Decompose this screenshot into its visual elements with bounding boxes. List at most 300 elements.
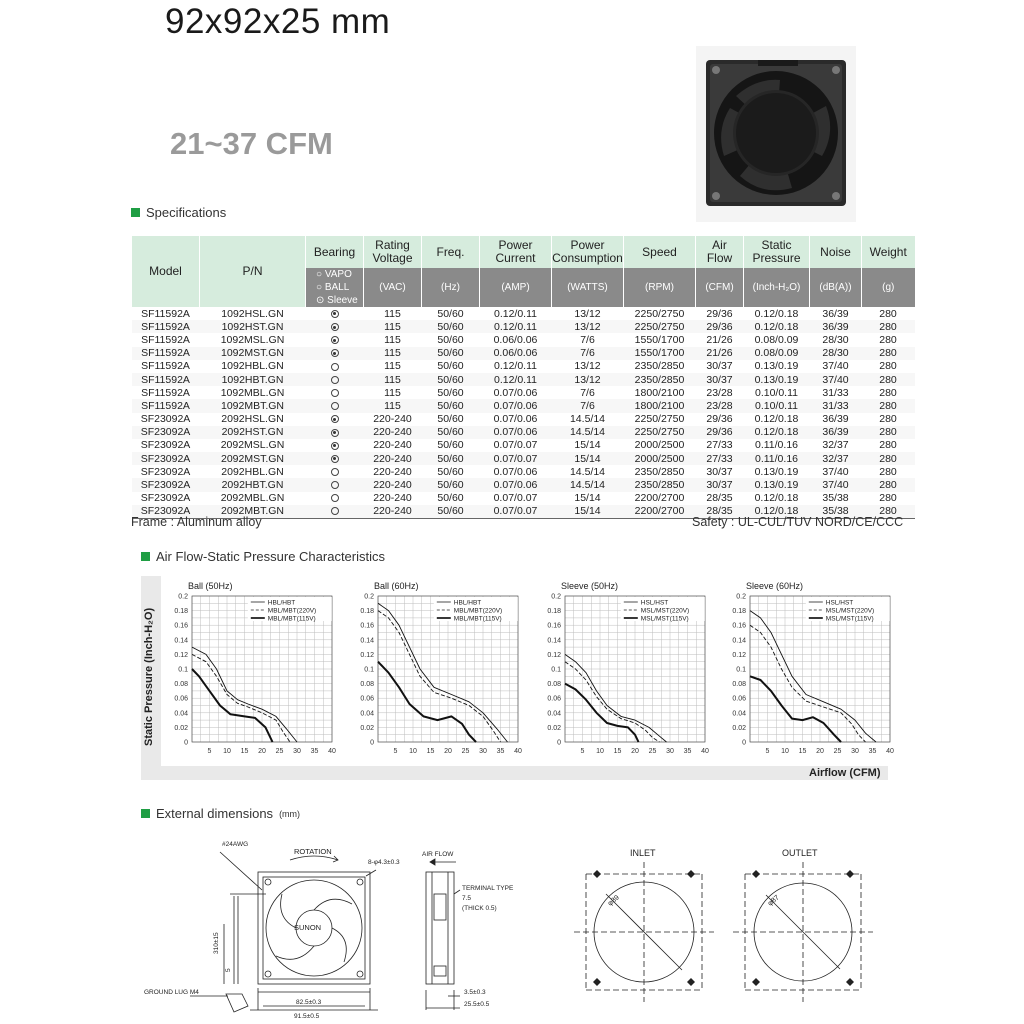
cell-weight: 280	[862, 452, 915, 465]
cell-freq: 50/60	[437, 333, 464, 346]
chart-legend	[806, 597, 890, 623]
cell-noise: 31/33	[810, 399, 862, 412]
cell-speed: 2350/2850	[624, 373, 696, 386]
cell-noise: 36/39	[822, 307, 849, 320]
header-pn: P/N	[200, 236, 306, 307]
x-tick-label: 15	[798, 748, 807, 755]
y-tick-label: 0.06	[174, 695, 188, 703]
lead-length: 310±15	[213, 932, 220, 954]
cell-pn: 2092MSL.GN	[220, 439, 285, 452]
cell-current: 0.06/0.06	[493, 333, 538, 346]
cell-power: 7/6	[580, 333, 595, 346]
cell-voltage: 220-240	[373, 465, 412, 478]
cell-airflow: 28/35	[696, 505, 744, 518]
unit-freq: (Hz)	[422, 268, 480, 307]
legend-label: HBL/HBT	[453, 599, 482, 607]
cell-pressure: 0.10/0.11	[754, 386, 798, 399]
cell-freq: 50/60	[422, 347, 480, 360]
y-tick-label: 0.02	[547, 724, 561, 732]
cell-noise: 35/38	[822, 492, 849, 505]
header-weight: Weight	[862, 236, 915, 268]
cell-power: 13/12	[552, 373, 624, 386]
cell-freq: 50/60	[437, 413, 464, 426]
cell-airflow: 23/28	[696, 399, 744, 412]
cell-noise: 28/30	[810, 347, 862, 360]
cell-noise: 37/40	[810, 478, 862, 491]
bearing-cell	[306, 439, 364, 452]
y-tick-label: 0.2	[736, 593, 746, 601]
y-tick-label: 0.14	[547, 637, 561, 645]
terminal-size: 7.5	[462, 895, 472, 902]
x-tick-label: 30	[479, 748, 487, 755]
cell-pressure: 0.12/0.18	[754, 492, 799, 505]
cell-freq: 50/60	[437, 386, 464, 399]
cell-noise: 37/40	[822, 465, 849, 478]
cell-weight: 280	[879, 492, 897, 505]
cell-model: SF23092A	[140, 439, 191, 452]
cell-speed: 2000/2500	[634, 439, 685, 452]
cell-noise: 32/37	[822, 439, 849, 452]
y-tick-label: 0.12	[174, 651, 188, 659]
cell-pn: 1092HBL.GN	[221, 360, 284, 373]
cell-model: SF11592A	[132, 373, 200, 386]
green-square-icon	[141, 552, 150, 561]
y-tick-label: 0.2	[178, 593, 188, 601]
cell-speed: 1550/1700	[624, 347, 696, 360]
cell-pressure: 0.12/0.18	[754, 307, 799, 320]
cell-freq: 50/60	[422, 452, 480, 465]
ground-lug: GROUND LUG M4	[144, 989, 199, 996]
table-row	[132, 320, 915, 333]
cell-pn: 1092HBT.GN	[200, 373, 306, 386]
y-tick-label: 0.16	[547, 622, 561, 630]
dimensions-heading: External dimensions (mm)	[141, 806, 300, 821]
x-tick-label: 35	[683, 748, 692, 755]
cell-airflow: 27/33	[706, 439, 733, 452]
dimension-drawings	[130, 834, 900, 1024]
x-tick-label: 15	[613, 748, 622, 755]
legend-label: MSL/MST(220V)	[640, 607, 690, 615]
x-tick-label: 30	[293, 748, 301, 755]
cell-current: 0.07/0.06	[480, 478, 552, 491]
unit-consumption: (WATTS)	[552, 268, 624, 307]
cell-speed: 2350/2850	[634, 465, 685, 478]
x-tick-label: 35	[868, 748, 877, 755]
y-tick-label: 0.2	[364, 593, 374, 601]
cell-voltage: 115	[364, 347, 422, 360]
ball-bearing-icon	[331, 494, 339, 502]
cell-noise: 28/30	[822, 333, 849, 346]
cell-airflow: 29/36	[706, 413, 733, 426]
ball-bearing-icon	[331, 389, 339, 397]
y-tick-label: 0.14	[732, 637, 746, 645]
bearing-cell	[306, 478, 364, 491]
outlet-diameter: φ87	[766, 894, 781, 908]
cell-power: 15/14	[574, 492, 601, 505]
x-tick-label: 5	[765, 748, 770, 755]
cell-airflow: 27/33	[696, 452, 744, 465]
cell-voltage: 220-240	[373, 492, 412, 505]
cell-model: SF11592A	[141, 333, 190, 346]
header-noise: Noise	[810, 236, 862, 268]
cell-airflow: 21/26	[696, 347, 744, 360]
y-tick-label: 0.02	[174, 724, 188, 732]
cell-noise: 35/38	[810, 505, 862, 518]
cell-model: SF11592A	[132, 399, 200, 412]
table-row	[132, 360, 915, 373]
rotation-label: ROTATION	[294, 847, 332, 856]
cell-model: SF11592A	[141, 360, 190, 373]
x-tick-label: 5	[207, 748, 212, 755]
cell-current: 0.12/0.11	[480, 320, 552, 333]
cell-model: SF23092A	[132, 452, 200, 465]
y-tick-label: 0.1	[736, 666, 746, 674]
cell-power: 14.5/14	[552, 426, 624, 439]
cell-voltage: 115	[364, 373, 422, 386]
cell-pressure: 0.13/0.19	[754, 360, 799, 373]
bearing-cell	[306, 307, 364, 320]
cell-pn: 1092HSL.GN	[221, 307, 284, 320]
cell-current: 0.06/0.06	[480, 347, 552, 360]
y-tick-label: 0.16	[732, 622, 746, 630]
table-row	[132, 333, 915, 346]
frame-material: Frame : Aluminum alloy	[131, 515, 262, 529]
ball-bearing-icon	[331, 468, 339, 476]
green-square-icon	[141, 809, 150, 818]
cell-power: 7/6	[552, 347, 624, 360]
y-tick-label: 0.18	[547, 608, 561, 616]
inlet-label: INLET	[630, 848, 656, 858]
chart-legend	[434, 597, 518, 623]
ball-bearing-icon	[331, 481, 339, 489]
cell-pressure: 0.11/0.16	[754, 439, 798, 452]
unit-weight: (g)	[862, 268, 915, 307]
series-line	[750, 676, 841, 742]
cell-airflow: 30/37	[696, 478, 744, 491]
bearing-cell	[306, 452, 364, 465]
airflow-direction-label: AIR FLOW	[422, 851, 454, 858]
header-pressure: Static Pressure	[744, 236, 810, 268]
cell-current: 0.07/0.06	[493, 465, 538, 478]
sleeve-bearing-icon	[331, 323, 339, 331]
legend-label: MBL/MBT(115V)	[267, 615, 316, 623]
bearing-cell	[306, 360, 364, 373]
legend-label: MBL/MBT(115V)	[453, 615, 502, 623]
x-tick-label: 40	[701, 748, 709, 755]
ball-bearing-icon	[331, 507, 339, 515]
cell-speed: 2350/2850	[624, 478, 696, 491]
y-tick-label: 0.08	[360, 681, 374, 689]
x-tick-label: 5	[393, 748, 398, 755]
cell-weight: 280	[879, 307, 897, 320]
cell-weight: 280	[879, 465, 897, 478]
y-tick-label: 0.08	[732, 681, 746, 689]
cell-pn: 1092MSL.GN	[220, 333, 285, 346]
x-tick-label: 20	[631, 748, 639, 755]
cell-noise: 37/40	[822, 360, 849, 373]
legend-label: MSL/MST(220V)	[825, 607, 875, 615]
legend-label: MSL/MST(115V)	[825, 615, 874, 623]
x-tick-label: 5	[580, 748, 585, 755]
cell-current: 0.07/0.06	[493, 413, 538, 426]
cell-model: SF11592A	[132, 347, 200, 360]
sleeve-bearing-icon	[331, 415, 339, 423]
cell-weight: 280	[879, 386, 897, 399]
cell-freq: 50/60	[422, 399, 480, 412]
cell-current: 0.07/0.07	[480, 452, 552, 465]
cell-voltage: 115	[384, 386, 401, 399]
cell-pn: 1092HST.GN	[200, 320, 306, 333]
cell-voltage: 115	[384, 333, 401, 346]
header-voltage: Rating Voltage	[364, 236, 422, 268]
cell-freq: 50/60	[422, 426, 480, 439]
chart-ball-50hz	[162, 578, 342, 758]
cell-current: 0.12/0.11	[480, 373, 552, 386]
cell-current: 0.07/0.06	[480, 426, 552, 439]
cell-voltage: 115	[364, 320, 422, 333]
cell-airflow: 21/26	[706, 333, 733, 346]
cell-model: SF23092A	[140, 465, 191, 478]
legend-label: HBL/HBT	[267, 599, 296, 607]
y-tick-label: 0.06	[547, 695, 561, 703]
cell-pn: 2092MBL.GN	[220, 492, 285, 505]
cell-weight: 280	[862, 399, 915, 412]
x-tick-label: 40	[514, 748, 522, 755]
cell-pressure: 0.12/0.18	[744, 505, 810, 518]
specifications-table-body	[132, 307, 915, 518]
y-tick-label: 0.12	[732, 651, 746, 659]
table-row	[132, 386, 915, 399]
cell-weight: 280	[862, 320, 915, 333]
cfm-range: 21~37 CFM	[170, 126, 333, 161]
bearing-cell	[306, 347, 364, 360]
y-tick-label: 0.14	[174, 637, 188, 645]
unit-pressure: (Inch-H₂O)	[744, 268, 810, 307]
specifications-table	[131, 236, 915, 519]
cell-freq: 50/60	[437, 307, 464, 320]
cell-airflow: 29/36	[696, 426, 744, 439]
header-consumption: Power Consumption	[552, 236, 624, 268]
cell-weight: 280	[879, 439, 897, 452]
y-tick-label: 0.06	[360, 695, 374, 703]
x-tick-label: 20	[258, 748, 266, 755]
cell-current: 0.07/0.06	[493, 386, 538, 399]
bearing-legend: ○ VAPO ○ BALL ⊙ Sleeve	[306, 268, 364, 307]
cell-weight: 280	[879, 413, 897, 426]
cell-weight: 280	[862, 478, 915, 491]
cell-speed: 2250/2750	[634, 413, 685, 426]
x-tick-label: 10	[409, 748, 417, 755]
lead-small: 5	[225, 968, 232, 972]
y-tick-label: 0.16	[174, 622, 188, 630]
table-row	[132, 413, 915, 426]
cell-freq: 50/60	[437, 492, 464, 505]
side-view-drawing	[426, 859, 460, 1010]
cell-voltage: 220-240	[364, 452, 422, 465]
cell-weight: 280	[862, 505, 915, 518]
cell-freq: 50/60	[422, 320, 480, 333]
legend-label: MBL/MBT(220V)	[267, 607, 317, 615]
cell-speed: 1550/1700	[634, 333, 685, 346]
x-tick-label: 25	[833, 748, 842, 755]
cell-power: 13/12	[552, 320, 624, 333]
inlet-diameter: φ89	[606, 894, 621, 908]
sleeve-bearing-icon	[331, 310, 339, 318]
cell-power: 14.5/14	[569, 465, 606, 478]
airflow-heading: Air Flow-Static Pressure Characteristics	[141, 549, 385, 564]
cell-model: SF23092A	[132, 478, 200, 491]
y-tick-label: 0.2	[551, 593, 561, 601]
table-row	[132, 452, 915, 465]
header-model: Model	[132, 236, 200, 307]
y-tick-label: 0.02	[360, 724, 374, 732]
cell-pressure: 0.10/0.11	[744, 399, 810, 412]
hole-spec: 8-φ4.3±0.3	[368, 859, 400, 866]
y-tick-label: 0.16	[360, 622, 374, 630]
chart-title: Ball (60Hz)	[374, 581, 419, 591]
cell-freq: 50/60	[422, 373, 480, 386]
cell-model: SF23092A	[132, 426, 200, 439]
cell-current: 0.07/0.07	[493, 492, 538, 505]
y-tick-label: 0.1	[551, 666, 561, 674]
bearing-cell	[306, 465, 364, 478]
x-tick-label: 30	[666, 748, 674, 755]
cell-speed: 2200/2700	[624, 505, 696, 518]
y-tick-label: 0.18	[360, 608, 374, 616]
series-line	[378, 603, 508, 742]
bearing-cell	[306, 426, 364, 439]
y-tick-label: 0.04	[360, 710, 374, 718]
cell-pressure: 0.13/0.19	[754, 465, 799, 478]
cell-model: SF23092A	[140, 413, 191, 426]
chart-title: Sleeve (60Hz)	[746, 581, 804, 591]
x-tick-label: 20	[816, 748, 824, 755]
unit-voltage: (VAC)	[364, 268, 422, 307]
table-row	[132, 307, 915, 320]
unit-airflow: (CFM)	[696, 268, 744, 307]
unit-current: (AMP)	[480, 268, 552, 307]
y-tick-label: 0.1	[364, 666, 374, 674]
y-tick-label: 0.18	[174, 608, 188, 616]
legend-label: HSL/HST	[640, 599, 669, 607]
cell-pressure: 0.08/0.09	[744, 347, 810, 360]
cell-pn: 2092HSL.GN	[221, 413, 284, 426]
cell-speed: 1800/2100	[634, 386, 685, 399]
sleeve-bearing-icon	[331, 429, 339, 437]
table-row	[132, 373, 915, 386]
cell-freq: 50/60	[422, 505, 480, 518]
cell-pn: 2092MBT.GN	[200, 505, 306, 518]
x-tick-label: 40	[328, 748, 336, 755]
bearing-cell	[306, 399, 364, 412]
depth-b: 25.5±0.5	[464, 1001, 490, 1008]
front-view-drawing	[190, 852, 378, 1012]
header-airflow: Air Flow	[696, 236, 744, 268]
chart-title: Ball (50Hz)	[188, 581, 233, 591]
width-inner: 82.5±0.3	[296, 999, 322, 1006]
cell-airflow: 28/35	[706, 492, 733, 505]
cell-model: SF23092A	[140, 492, 191, 505]
cell-freq: 50/60	[422, 478, 480, 491]
cell-voltage: 220-240	[373, 413, 412, 426]
chart-legend	[248, 597, 332, 623]
cell-speed: 1800/2100	[624, 399, 696, 412]
cell-voltage: 115	[364, 399, 422, 412]
header-current: Power Current	[480, 236, 552, 268]
x-tick-label: 10	[596, 748, 604, 755]
y-tick-label: 0.04	[547, 710, 561, 718]
cell-noise: 31/33	[822, 386, 849, 399]
cell-power: 14.5/14	[569, 413, 606, 426]
bearing-cell	[306, 492, 364, 505]
outlet-label: OUTLET	[782, 848, 818, 858]
y-tick-label: 0.12	[360, 651, 374, 659]
y-tick-label: 0.08	[174, 681, 188, 689]
y-tick-label: 0	[742, 739, 746, 747]
wire-gauge: #24AWG	[222, 841, 249, 848]
ball-bearing-icon	[331, 402, 339, 410]
bearing-cell	[306, 320, 364, 333]
cell-voltage: 220-240	[364, 478, 422, 491]
cell-pn: 1092MST.GN	[200, 347, 306, 360]
cell-noise: 36/39	[810, 320, 862, 333]
table-row	[132, 465, 915, 478]
table-row	[132, 426, 915, 439]
cell-airflow: 30/37	[706, 465, 733, 478]
table-row	[132, 492, 915, 505]
terminal-thickness: (THICK 0.5)	[462, 905, 497, 912]
cell-speed: 2250/2750	[624, 426, 696, 439]
y-axis-title: Static Pressure (Inch-H₂O)	[143, 607, 155, 746]
cell-weight: 280	[862, 347, 915, 360]
cell-weight: 280	[862, 373, 915, 386]
cell-airflow: 30/37	[696, 373, 744, 386]
cell-power: 13/12	[574, 360, 601, 373]
cell-voltage: 220-240	[373, 439, 412, 452]
y-tick-label: 0	[557, 739, 561, 747]
cell-voltage: 220-240	[364, 426, 422, 439]
chart-title: Sleeve (50Hz)	[561, 581, 619, 591]
legend-label: HSL/HST	[825, 599, 854, 607]
cell-freq: 50/60	[437, 465, 464, 478]
chart-sleeve-50hz	[535, 578, 715, 758]
cell-power: 14.5/14	[552, 478, 624, 491]
cell-pressure: 0.13/0.19	[744, 478, 810, 491]
specifications-heading: Specifications	[131, 205, 226, 220]
cell-speed: 2250/2750	[624, 320, 696, 333]
cell-power: 15/14	[552, 452, 624, 465]
cell-weight: 280	[879, 333, 897, 346]
cell-airflow: 30/37	[706, 360, 733, 373]
x-tick-label: 35	[496, 748, 505, 755]
x-tick-label: 25	[275, 748, 284, 755]
legend-label: MBL/MBT(220V)	[453, 607, 503, 615]
cell-pn: 1092MBT.GN	[200, 399, 306, 412]
bearing-cell	[306, 386, 364, 399]
cell-power: 7/6	[580, 386, 595, 399]
sleeve-bearing-icon	[331, 349, 339, 357]
table-row	[132, 399, 915, 412]
x-tick-label: 20	[444, 748, 452, 755]
y-tick-label: 0.06	[732, 695, 746, 703]
cell-speed: 2200/2700	[634, 492, 685, 505]
cell-pn: 2092HST.GN	[200, 426, 306, 439]
cell-model: SF11592A	[141, 386, 190, 399]
cell-noise: 36/39	[810, 426, 862, 439]
cell-current: 0.07/0.06	[480, 399, 552, 412]
series-line	[565, 662, 660, 742]
cell-voltage: 115	[384, 307, 401, 320]
